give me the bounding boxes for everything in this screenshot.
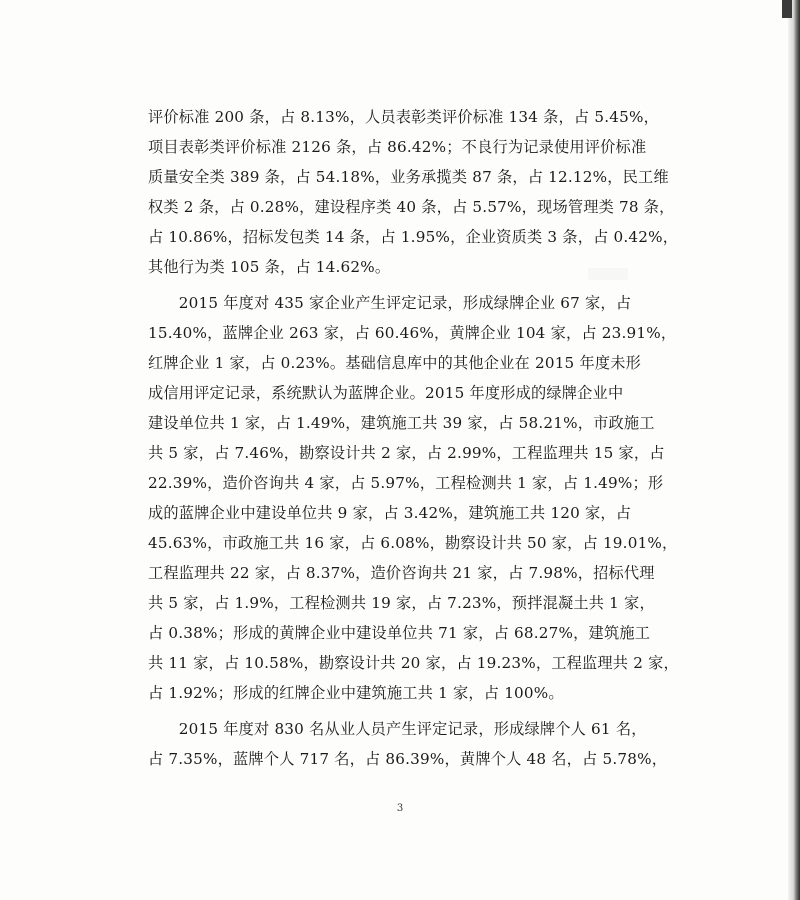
text-line: 占 1.92%；形成的红牌企业中建筑施工共 1 家，占 100%。: [148, 684, 564, 702]
text-line: 45.63%，市政施工共 16 家，占 6.08%，勘察设计共 50 家，占 19.01%，: [148, 534, 678, 552]
text-line: 工程监理共 22 家，占 8.37%，造价咨询共 21 家，占 7.98%，招标代理: [148, 564, 655, 582]
text-line: 共 11 家，占 10.58%，勘察设计共 20 家，占 19.23%，工程监理共 2 家，: [148, 654, 679, 672]
paragraph-2: [148, 288, 679, 708]
text-line: 其他行为类 105 条，占 14.62%。: [148, 258, 391, 276]
text-line: 项目表彰类评价标准 2126 条，占 86.42%；不良行为记录使用评价标准: [148, 138, 647, 156]
text-line: 质量安全类 389 条，占 54.18%，业务承揽类 87 条，占 12.12%，民工维: [148, 168, 669, 186]
text-line: 红牌企业 1 家，占 0.23%。基础信息库中的其他企业在 2015 年度未形: [148, 354, 641, 372]
scan-border: [788, 0, 800, 900]
text-line: 占 10.86%，招标发包类 14 条，占 1.95%，企业资质类 3 条，占 0.42%，: [148, 228, 679, 246]
text-line: 共 5 家，占 7.46%，勘察设计共 2 家，占 2.99%，工程监理共 15 家，占: [148, 444, 665, 462]
text-line: 22.39%，造价咨询共 4 家，占 5.97%，工程检测共 1 家，占 1.49%；形: [148, 474, 664, 492]
paragraph-1: [148, 102, 679, 282]
body-text: [148, 102, 679, 774]
text-line: 共 5 家，占 1.9%，工程检测共 19 家，占 7.23%，预拌混凝土共 1 家，: [148, 594, 655, 612]
text-line: 成信用评定记录，系统默认为蓝牌企业。2015 年度形成的绿牌企业中: [148, 384, 624, 402]
text-line: 15.40%，蓝牌企业 263 家，占 60.46%，黄牌企业 104 家，占 23.91%，: [148, 324, 677, 342]
text-line: 2015 年度对 435 家企业产生评定记录，形成绿牌企业 67 家，占: [148, 294, 632, 312]
paragraph-3: [148, 714, 668, 774]
text-line: 评价标准 200 条，占 8.13%，人员表彰类评价标准 134 条，占 5.45%，: [148, 108, 659, 126]
text-line: 占 0.38%；形成的黄牌企业中建设单位共 71 家，占 68.27%，建筑施工: [148, 624, 651, 642]
text-line: 成的蓝牌企业中建设单位共 9 家，占 3.42%，建筑施工共 120 家，占: [148, 504, 632, 522]
scan-border-corner: [782, 0, 792, 18]
text-line: 建设单位共 1 家，占 1.49%，建筑施工共 39 家，占 58.21%，市政施工: [148, 414, 655, 432]
text-line: 权类 2 条，占 0.28%，建设程序类 40 条，占 5.57%，现场管理类 78 条，: [148, 198, 675, 216]
text-line: 2015 年度对 830 名从业人员产生评定记录，形成绿牌个人 61 名，: [148, 720, 647, 738]
page-number: 3: [396, 803, 404, 814]
text-line: 占 7.35%，蓝牌个人 717 名，占 86.39%，黄牌个人 48 名，占 5.78%，: [148, 750, 668, 768]
